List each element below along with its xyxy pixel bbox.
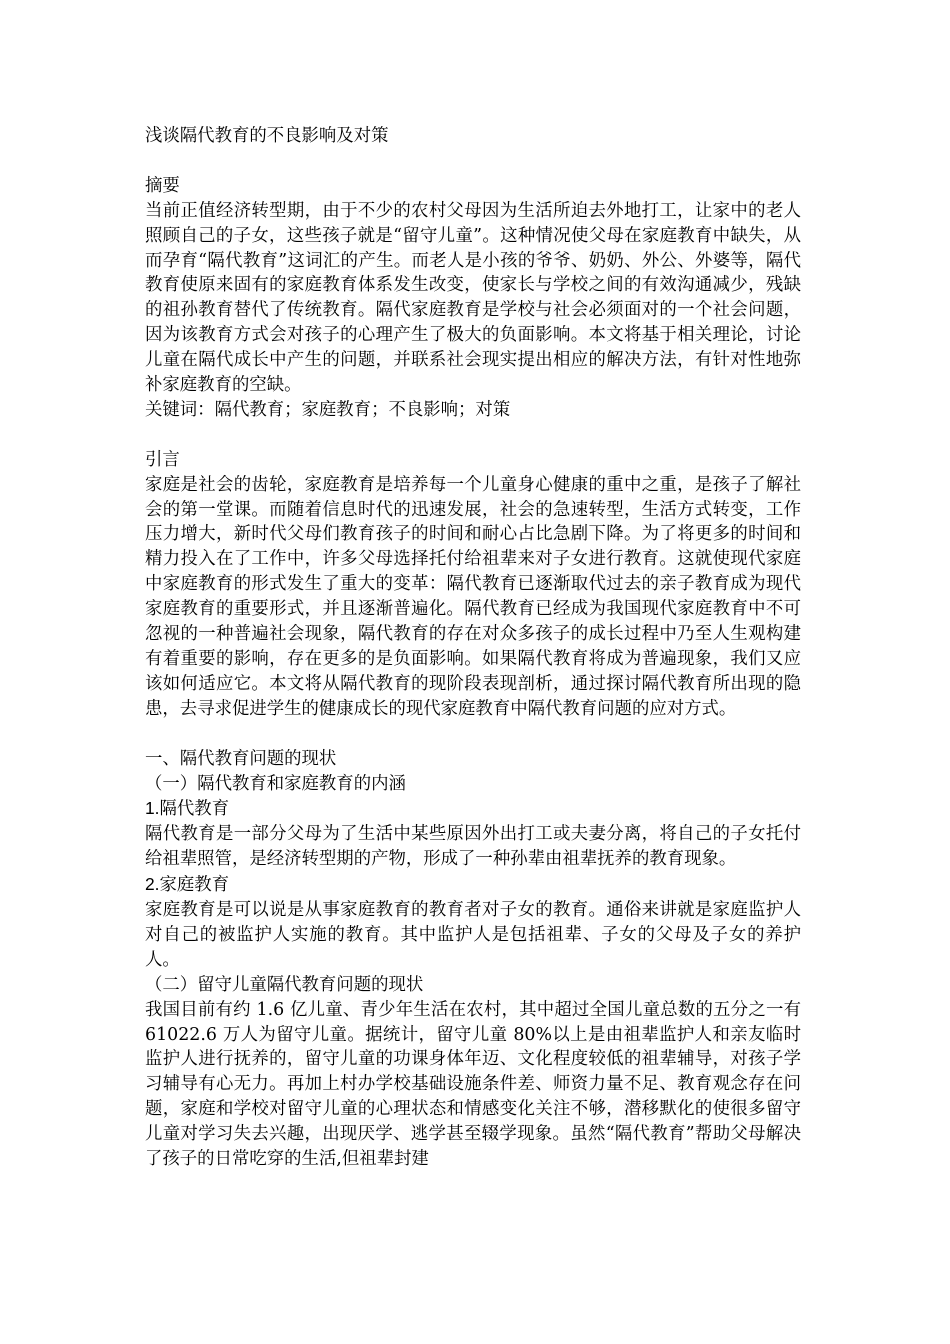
keywords-line: 关键词：隔代教育；家庭教育；不良影响；对策 (145, 399, 511, 420)
item1-heading (145, 796, 801, 822)
abstract-heading: 摘要 (145, 175, 180, 196)
item1-title: 隔代教育 (159, 799, 230, 820)
abstract-body: 当前正值经济转型期，由于不少的农村父母因为生活所迫去外地打工，让家中的老人照顾自己的子女，这些孩子就是“留守儿童”。这种情况使父母在家庭教育中缺失，从而孕育“隔代教育”这词汇的产生。而老人是小孩的爷爷、奶奶、外公、外婆等，隔代教育使原来固有的家庭教育体系发生改变，使家长与学校之间的有效沟通减少，残缺的祖孙教育替代了传统教育。隔代家庭教育是学校与社会必须面对的一个社会问题，因为该教育方式会对孩子的心理产生了极大的负面影响。本文将基于相关理论，讨论儿童在隔代成长中产生的问题，并联系社会现实提出相应的解决方法，有针对性地弥补家庭教育的空缺。 (145, 200, 801, 396)
item1-number: 1. (145, 798, 160, 819)
document-page (145, 124, 801, 1172)
item1-body: 隔代教育是一部分父母为了生活中某些原因外出打工或夫妻分离，将自己的子女托付给祖辈照管，是经济转型期的产物，形成了一种孙辈由祖辈抚养的教育现象。 (145, 824, 801, 870)
introduction-heading: 引言 (145, 449, 180, 470)
introduction-body: 家庭是社会的齿轮，家庭教育是培养每一个儿童身心健康的重中之重，是孩子了解社会的第一堂课。而随着信息时代的迅速发展，社会的急速转型，生活方式转变，工作压力增大，新时代父母们教育孩子的时间和耐心占比急剧下降。为了将更多的时间和精力投入在了工作中，许多父母选择托付给祖辈来对子女进行教育。这就使现代家庭中家庭教育的形式发生了重大的变革：隔代教育已逐渐取代过去的亲子教育成为现代家庭教育的重要形式，并且逐渐普遍化。隔代教育已经成为我国现代家庭教育中不可忽视的一种普遍社会现象，隔代教育的存在对众多孩子的成长过程中乃至人生观构建有着重要的影响，存在更多的是负面影响。如果隔代教育将成为普遍现象，我们又应该如何适应它。本文将从隔代教育的现阶段表现剖析，通过探讨隔代教育所出现的隐患，去寻求促进学生的健康成长的现代家庭教育中隔代教育问题的应对方式。 (145, 474, 801, 719)
item2-number: 2. (145, 874, 160, 895)
item2-heading (145, 872, 801, 898)
subsection2-body: 我国目前有约 1.6 亿儿童、青少年生活在农村，其中超过全国儿童总数的五分之一有 61022.6 万人为留守儿童。据统计，留守儿童 80%以上是由祖辈监护人和亲友临时监护人进行抚养的，留守儿童的功课身体年迈、文化程度较低的祖辈辅导，对孩子学习辅导有心无力。再加上村办学校基础设施条件差、师资力量不足、教育观念存在问题，家庭和学校对留守儿童的心理状态和情感变化关注不够，潜移默化的使很多留守儿童对学习失去兴趣，出现厌学、逃学甚至辍学现象。虽然“隔代教育”帮助父母解决了孩子的日常吃穿的生活,但祖辈封建 (145, 999, 801, 1170)
item2-body: 家庭教育是可以说是从事家庭教育的教育者对子女的教育。通俗来讲就是家庭监护人对自己的被监护人实施的教育。其中监护人是包括祖辈、子女的父母及子女的养护人。 (145, 900, 801, 970)
subsection1-heading: （一）隔代教育和家庭教育的内涵 (145, 773, 406, 794)
item2-title: 家庭教育 (159, 875, 230, 896)
document-title: 浅谈隔代教育的不良影响及对策 (145, 126, 389, 146)
subsection2-heading: （二）留守儿童隔代教育问题的现状 (145, 974, 424, 995)
section1-heading: 一、隔代教育问题的现状 (145, 748, 337, 769)
